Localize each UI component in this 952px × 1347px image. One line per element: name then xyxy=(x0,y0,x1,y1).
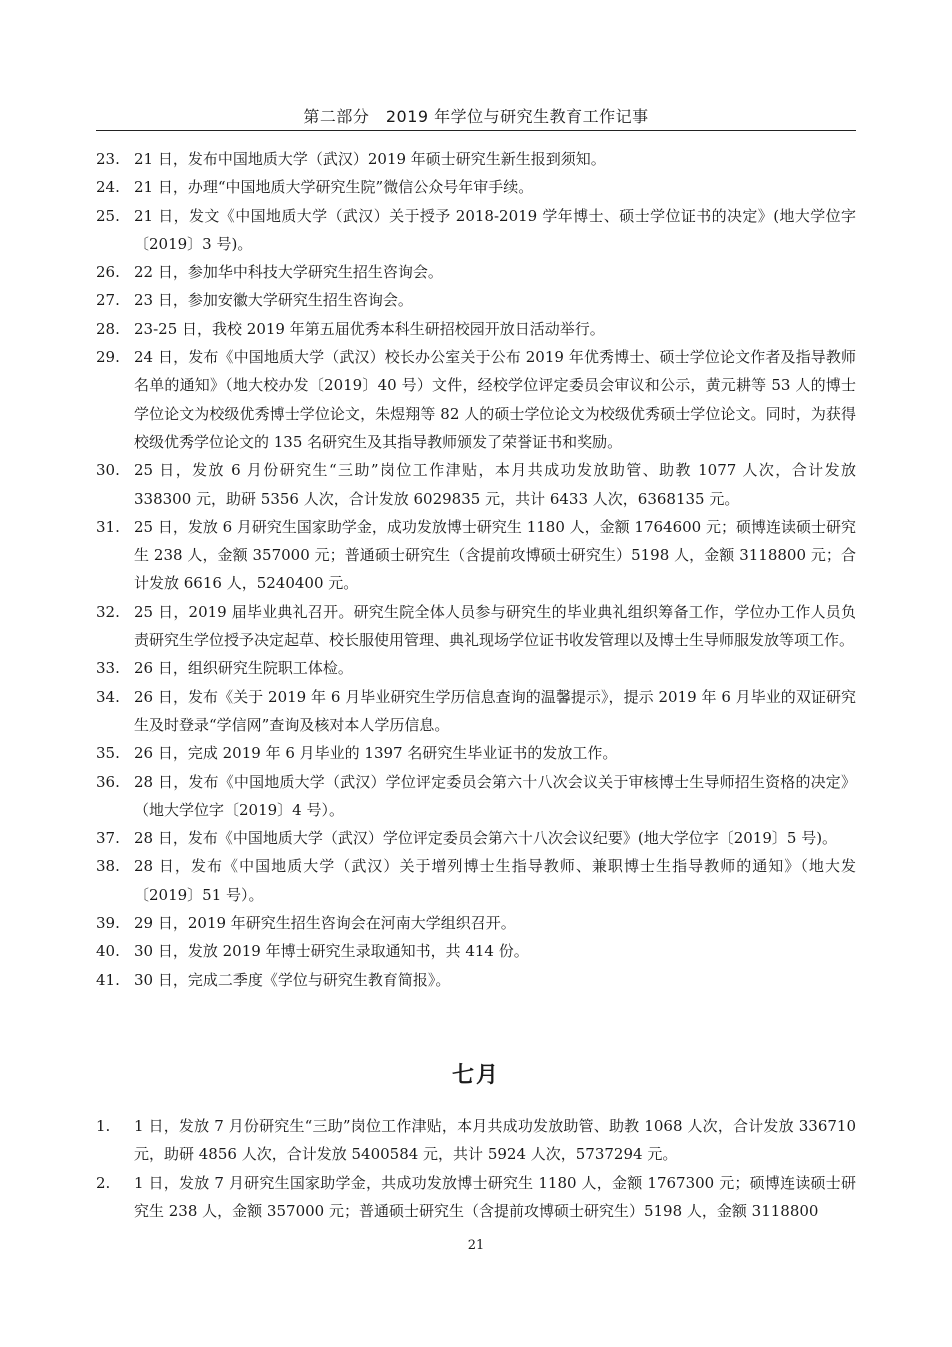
list-item xyxy=(96,1112,856,1169)
item-number: 29. xyxy=(96,348,120,367)
item-number: 39. xyxy=(96,914,120,933)
list-item xyxy=(96,1169,856,1226)
item-text: 21 日，发文《中国地质大学（武汉）关于授予 2018-2019 学年博士、硕士学位证书的决定》(地大学位字〔2019〕3 号)。 xyxy=(134,206,856,253)
item-text: 26 日，组织研究生院职工体检。 xyxy=(134,659,353,678)
item-text: 30 日，完成二季度《学位与研究生教育简报》。 xyxy=(134,970,451,989)
item-text: 28 日，发布《中国地质大学（武汉）学位评定委员会第六十八次会议纪要》(地大学位字〔2019〕5 号)。 xyxy=(134,829,838,848)
item-text: 1 日，发放 7 月研究生国家助学金，共成功发放博士研究生 1180 人，金额 1767300 元；硕博连读硕士研究生 238 人，金额 357000 元；普通硕士研究生（含提前攻博硕士研究生）5198 人，金额 3118800 xyxy=(134,1173,856,1220)
item-text: 22 日，参加华中科技大学研究生招生咨询会。 xyxy=(134,263,443,282)
item-text: 30 日，发放 2019 年博士研究生录取通知书，共 414 份。 xyxy=(134,942,529,961)
list-item xyxy=(96,683,856,740)
item-number: 41. xyxy=(96,970,120,989)
item-text: 1 日，发放 7 月份研究生“三助”岗位工作津贴，本月共成功发放助管、助教 1068 人次，合计发放 336710 元，助研 4856 人次，合计发放 5400584 元，共计 5924 人次，5737294 元。 xyxy=(134,1117,856,1164)
item-number: 25. xyxy=(96,206,120,225)
item-text: 23 日，参加安徽大学研究生招生咨询会。 xyxy=(134,291,413,310)
item-text: 28 日，发布《中国地质大学（武汉）学位评定委员会第六十八次会议关于审核博士生导师招生资格的决定》（地大学位字〔2019〕4 号）。 xyxy=(134,772,856,819)
item-number: 32. xyxy=(96,602,120,621)
item-number: 36. xyxy=(96,772,120,791)
list-item xyxy=(96,343,856,456)
item-number: 37. xyxy=(96,829,120,848)
list-item xyxy=(96,768,856,825)
item-number: 26. xyxy=(96,263,120,282)
july-event-list xyxy=(96,1112,856,1225)
item-text: 25 日，发放 6 月研究生国家助学金，成功发放博士研究生 1180 人，金额 1764600 元；硕博连读硕士研究生 238 人，金额 357000 元；普通硕士研究生（含提前攻博硕士研究生）5198 人，金额 3118800 元；合计发放 6616 人，5240400 元。 xyxy=(134,517,856,593)
item-number: 24. xyxy=(96,178,120,197)
item-number: 38. xyxy=(96,857,120,876)
list-item xyxy=(96,456,856,513)
list-item xyxy=(96,909,856,937)
item-number: 2. xyxy=(96,1173,111,1192)
item-number: 34. xyxy=(96,687,120,706)
list-item xyxy=(96,513,856,598)
item-text: 23-25 日，我校 2019 年第五届优秀本科生研招校园开放日活动举行。 xyxy=(134,319,605,338)
header-rule xyxy=(96,130,856,131)
item-number: 28. xyxy=(96,319,120,338)
list-item xyxy=(96,739,856,767)
item-text: 25 日，2019 届毕业典礼召开。研究生院全体人员参与研究生的毕业典礼组织筹备工作，学位办工作人员负责研究生学位授予决定起草、校长服使用管理、典礼现场学位证书收发管理以及博士生导师服发放等项工作。 xyxy=(134,602,856,650)
list-item xyxy=(96,654,856,682)
june-event-list xyxy=(96,145,856,994)
item-number: 35. xyxy=(96,744,120,763)
list-item xyxy=(96,852,856,909)
item-text: 21 日，办理“中国地质大学研究生院”微信公众号年审手续。 xyxy=(134,178,534,197)
running-header: 第二部分 2019 年学位与研究生教育工作记事 xyxy=(303,107,649,126)
item-number: 27. xyxy=(96,291,120,310)
list-item xyxy=(96,202,856,259)
month-heading-july: 七月 xyxy=(451,1063,500,1088)
item-text: 26 日，发布《关于 2019 年 6 月毕业研究生学历信息查询的温馨提示》，提示 2019 年 6 月毕业的双证研究生及时登录“学信网”查询及核对本人学历信息。 xyxy=(134,687,856,734)
item-text: 26 日，完成 2019 年 6 月毕业的 1397 名研究生毕业证书的发放工作。 xyxy=(134,744,618,763)
item-text: 25 日，发放 6 月份研究生“三助”岗位工作津贴，本月共成功发放助管、助教 1077 人次，合计发放 338300 元，助研 5356 人次，合计发放 6029835 元，共计 6433 人次，6368135 元。 xyxy=(134,461,856,508)
item-text: 28 日，发布《中国地质大学（武汉）关于增列博士生指导教师、兼职博士生指导教师的通知》（地大发〔2019〕51 号）。 xyxy=(134,857,856,904)
list-item xyxy=(96,286,856,314)
item-text: 29 日，2019 年研究生招生咨询会在河南大学组织召开。 xyxy=(134,914,516,933)
list-item xyxy=(96,258,856,286)
item-number: 40. xyxy=(96,942,120,961)
item-number: 30. xyxy=(96,461,120,480)
item-number: 1. xyxy=(96,1117,111,1135)
item-number: 31. xyxy=(96,517,120,536)
list-item xyxy=(96,315,856,343)
list-item xyxy=(96,145,856,173)
list-item xyxy=(96,937,856,965)
list-item xyxy=(96,824,856,852)
list-item xyxy=(96,598,856,655)
list-item xyxy=(96,173,856,201)
item-number: 33. xyxy=(96,659,120,678)
item-text: 24 日，发布《中国地质大学（武汉）校长办公室关于公布 2019 年优秀博士、硕士学位论文作者及指导教师名单的通知》（地大校办发〔2019〕40 号）文件，经校学位评定委员会审议和公示，黄元耕等 53 人的博士学位论文为校级优秀博士学位论文，朱煜翔等 82 人的硕士学位论文为校级优秀硕士学位论文。同时，为获得校级优秀学位论文的 135 名研究生及其指导教师颁发了荣誉证书和奖励。 xyxy=(134,348,856,451)
item-text: 21 日，发布中国地质大学（武汉）2019 年硕士研究生新生报到须知。 xyxy=(134,150,606,168)
item-number: 23. xyxy=(96,150,120,168)
page-number: 21 xyxy=(467,1238,485,1253)
list-item xyxy=(96,966,856,994)
